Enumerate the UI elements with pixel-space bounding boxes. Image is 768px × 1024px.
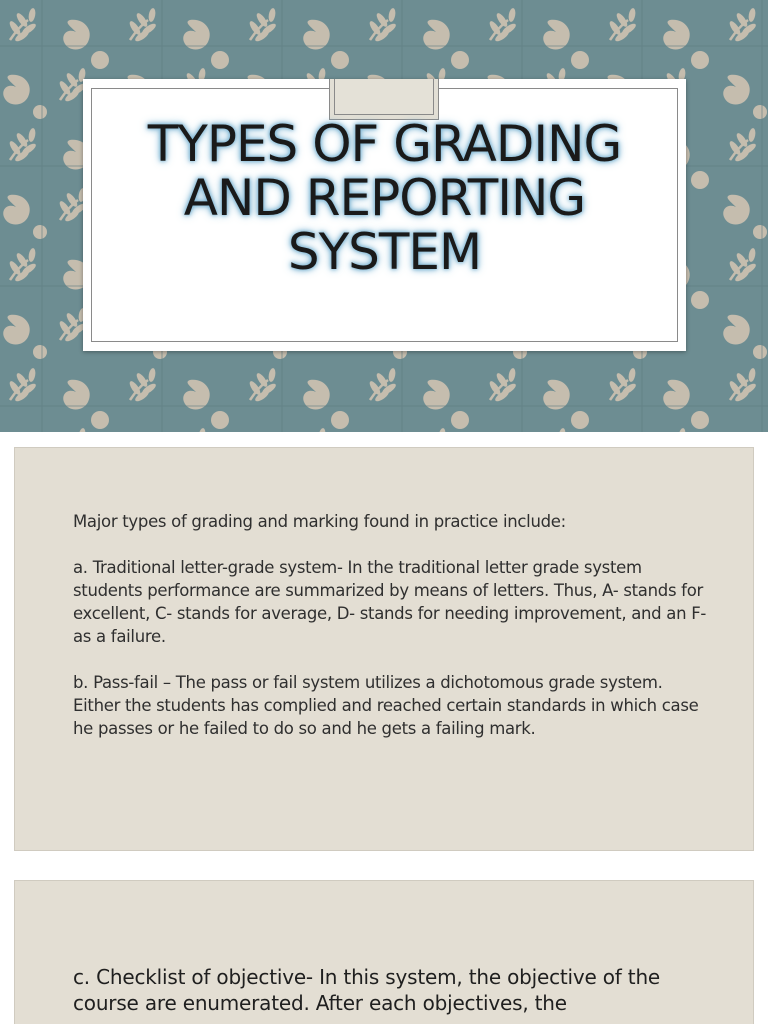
slide-body: [73, 964, 713, 1016]
content-slide-checklist: [14, 880, 754, 1024]
item-c-paragraph: c. Checklist of objective- In this system, the objective of the course are enumerated. After each objectives, the: [73, 965, 661, 1015]
intro-paragraph: Major types of grading and marking found in practice include:: [73, 512, 566, 531]
slide-body: [73, 510, 713, 763]
item-a-paragraph: a. Traditional letter-grade system- In the traditional letter grade system students performance are summarized by means of letters. Thus, A- stands for excellent, C- stands for average, D- stands for needing improvement, and an F- as a failure.: [73, 558, 707, 646]
title-card: [83, 79, 686, 351]
slide-title: TYPES OF GRADING AND REPORTING SYSTEM: [147, 115, 622, 281]
item-b-paragraph: b. Pass-fail – The pass or fail system utilizes a dichotomous grade system. Either the students has complied and reached certain standards in which case he passes or he failed to do so and he gets a failing mark.: [73, 673, 699, 738]
title-tab-inner: [334, 79, 434, 115]
title-slide: [0, 0, 768, 432]
content-slide-grading-types: [14, 447, 754, 851]
title-tab: [329, 79, 439, 120]
